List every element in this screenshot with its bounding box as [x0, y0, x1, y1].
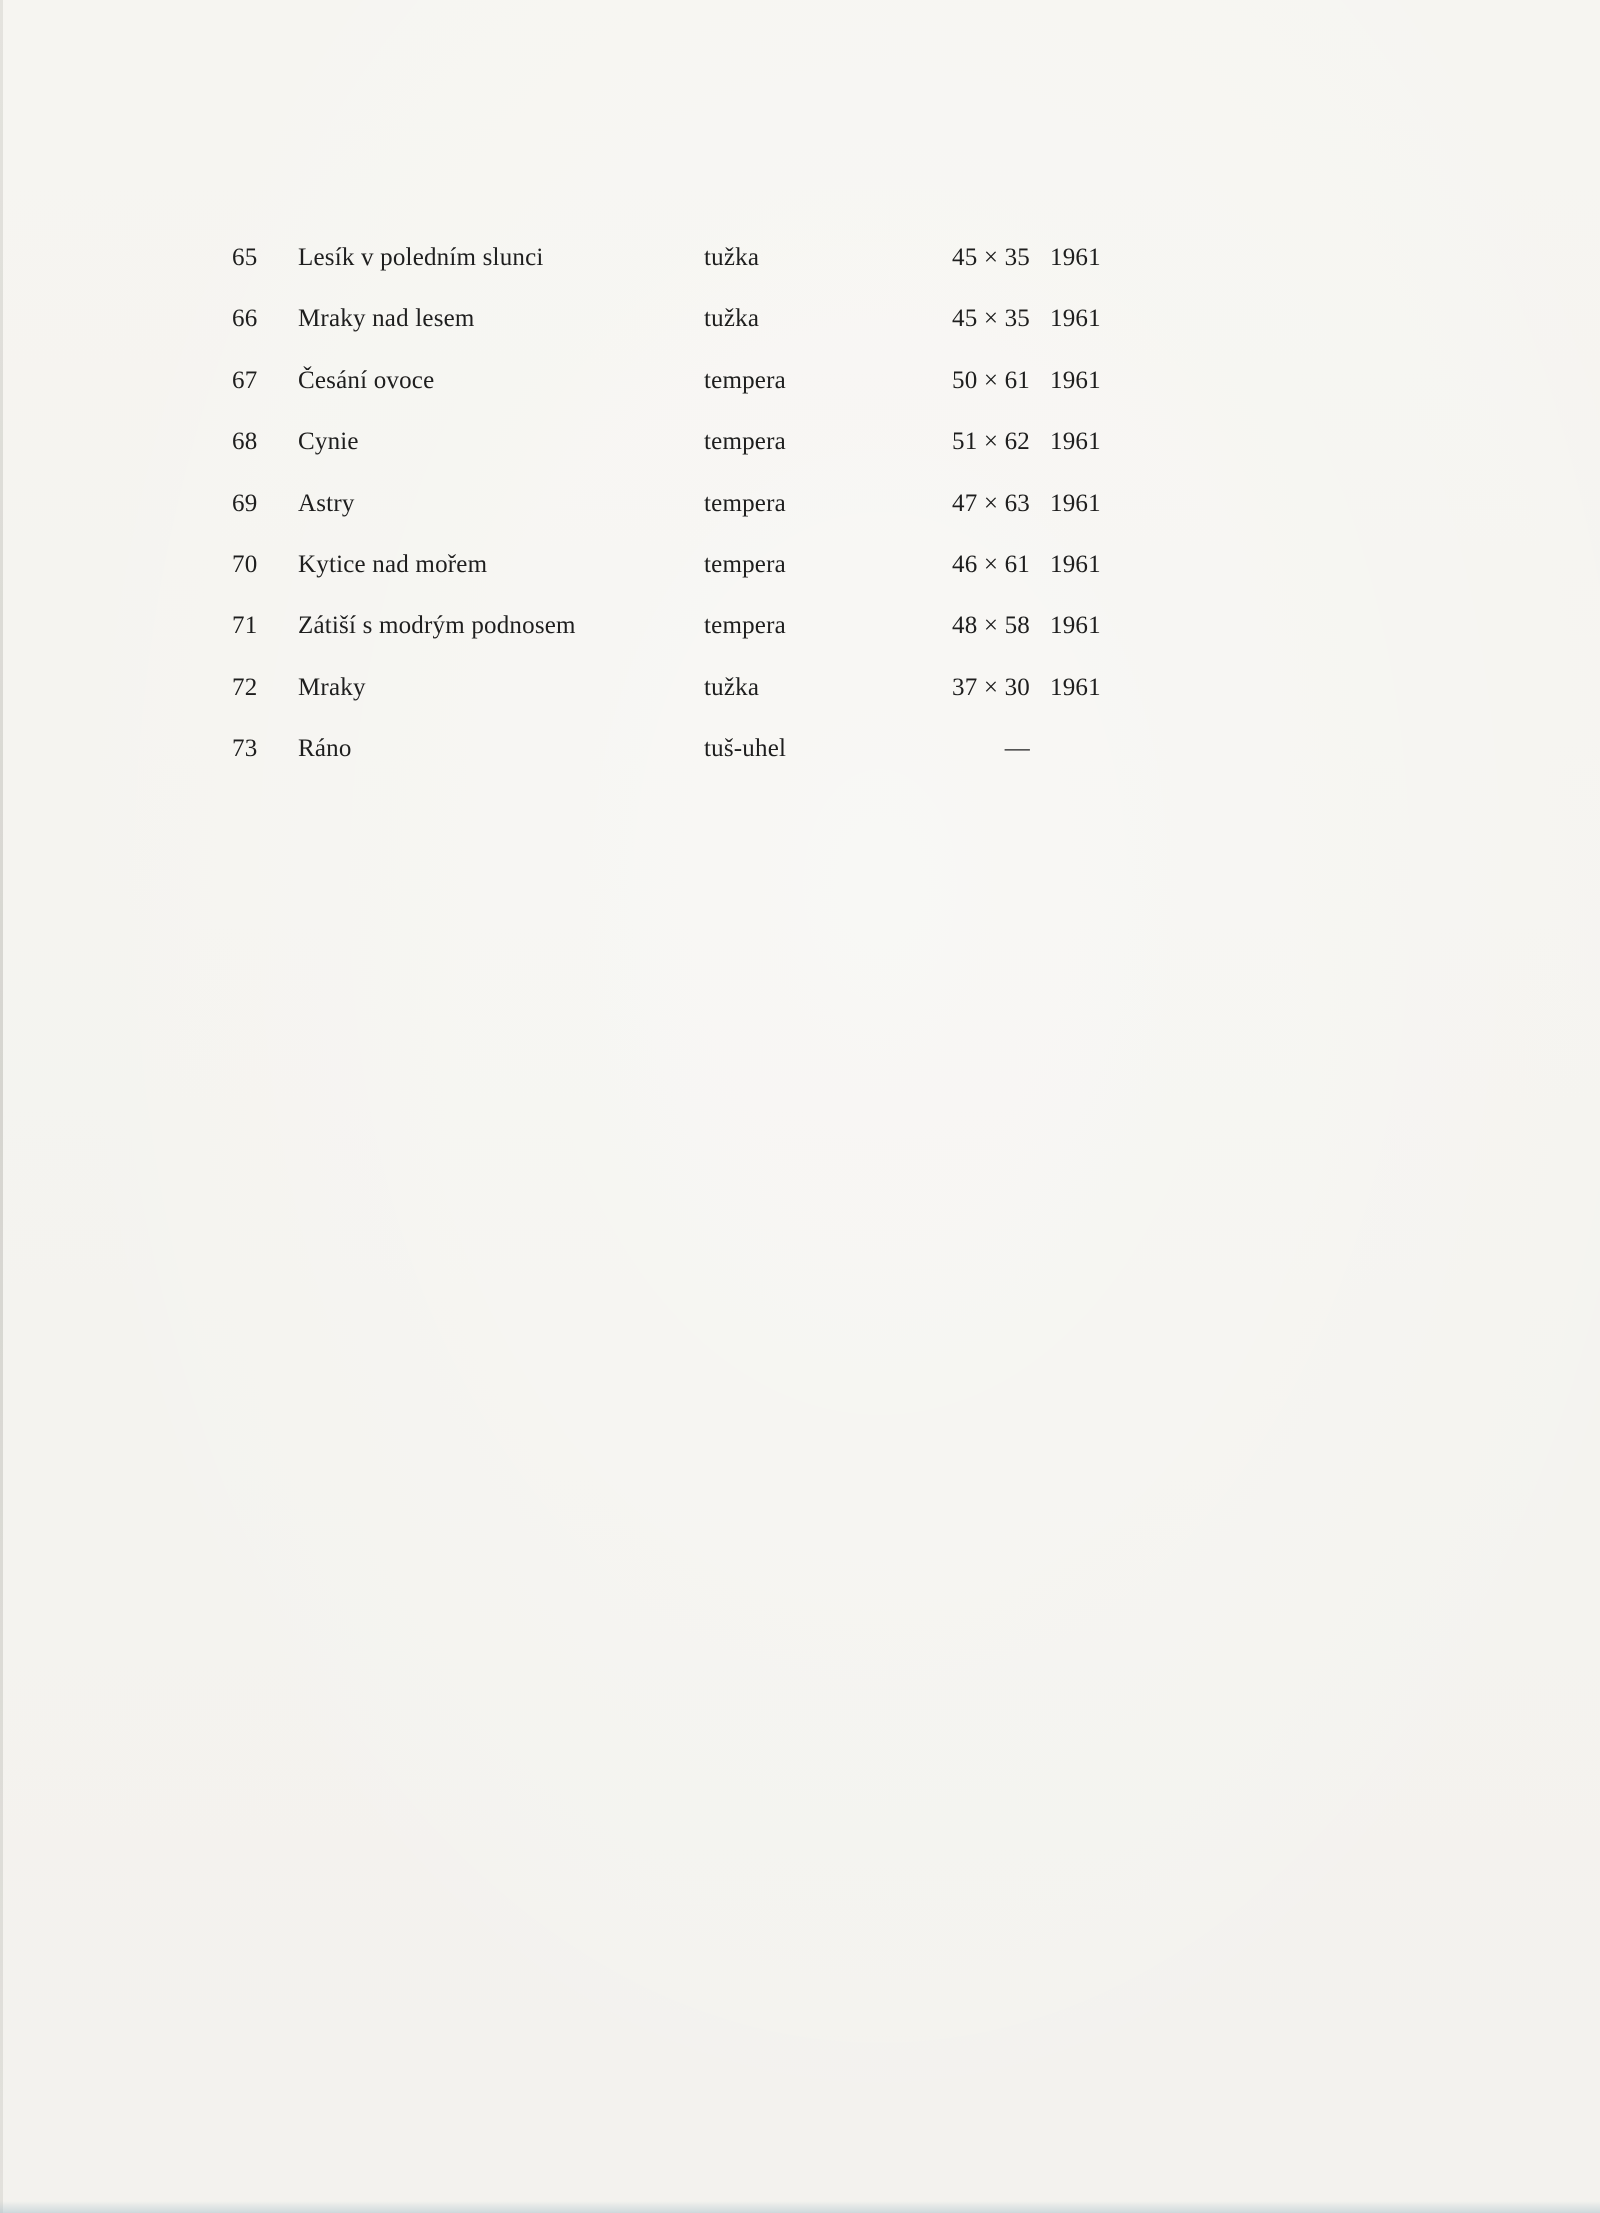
artwork-title: Lesík v poledním slunci: [298, 244, 544, 271]
artwork-title: Mraky nad lesem: [298, 305, 475, 333]
artwork-title: Cynie: [298, 428, 359, 456]
artwork-size: 50 × 61: [952, 366, 1030, 394]
catalog-number: 69: [232, 489, 258, 517]
artwork-size: 47 × 63: [952, 489, 1030, 517]
artwork-size: 37 × 30: [952, 673, 1030, 701]
page-edge-shadow: [0, 0, 3, 2213]
artwork-year: 1961: [1050, 244, 1101, 271]
catalog-number: 70: [232, 550, 258, 578]
catalog-number: 68: [232, 428, 258, 456]
artwork-size: 51 × 62: [952, 428, 1030, 456]
catalog-row: [232, 550, 1132, 611]
artwork-year: 1961: [1050, 366, 1101, 394]
artwork-technique: tempera: [704, 550, 786, 578]
catalog-number: 72: [232, 673, 258, 701]
artwork-year: 1961: [1050, 489, 1101, 517]
artwork-year: 1961: [1050, 428, 1101, 456]
artwork-title: Česání ovoce: [298, 366, 435, 394]
artwork-technique: tempera: [704, 428, 786, 456]
catalog-row: [232, 734, 1132, 795]
artwork-title: Ráno: [298, 735, 352, 763]
catalog-row: [232, 304, 1132, 365]
artwork-size: 48 × 58: [952, 612, 1030, 640]
artwork-year: 1961: [1050, 305, 1101, 333]
catalog-row: [232, 427, 1132, 488]
artwork-year: 1961: [1050, 673, 1101, 701]
artwork-technique: tužka: [704, 673, 760, 701]
artwork-size: 45 × 35: [952, 305, 1030, 333]
page-bottom-edge: [0, 2201, 1600, 2213]
artwork-technique: tempera: [704, 489, 786, 517]
artwork-size: —: [1004, 735, 1030, 763]
catalog-row: [232, 489, 1132, 550]
artwork-title: Mraky: [298, 673, 366, 701]
artwork-title: Zátiší s modrým podnosem: [298, 612, 576, 640]
catalog-number: 67: [232, 366, 258, 394]
artwork-size: 45 × 35: [952, 244, 1030, 271]
catalog-number: 73: [232, 735, 258, 763]
artwork-technique: tužka: [704, 244, 760, 271]
catalog-number: 65: [232, 244, 258, 271]
catalog-list: [232, 243, 1132, 796]
catalog-number: 66: [232, 305, 258, 333]
artwork-title: Astry: [298, 489, 355, 517]
artwork-technique: tempera: [704, 612, 786, 640]
catalog-row: [232, 366, 1132, 427]
artwork-title: Kytice nad mořem: [298, 550, 488, 578]
artwork-technique: tuš-uhel: [704, 735, 787, 763]
artwork-technique: tužka: [704, 305, 760, 333]
artwork-year: 1961: [1050, 550, 1101, 578]
artwork-year: 1961: [1050, 612, 1101, 640]
artwork-size: 46 × 61: [952, 550, 1030, 578]
catalog-number: 71: [232, 612, 258, 640]
catalog-row: [232, 243, 1132, 304]
catalog-row: [232, 611, 1132, 672]
catalog-row: [232, 673, 1132, 734]
artwork-technique: tempera: [704, 366, 786, 394]
